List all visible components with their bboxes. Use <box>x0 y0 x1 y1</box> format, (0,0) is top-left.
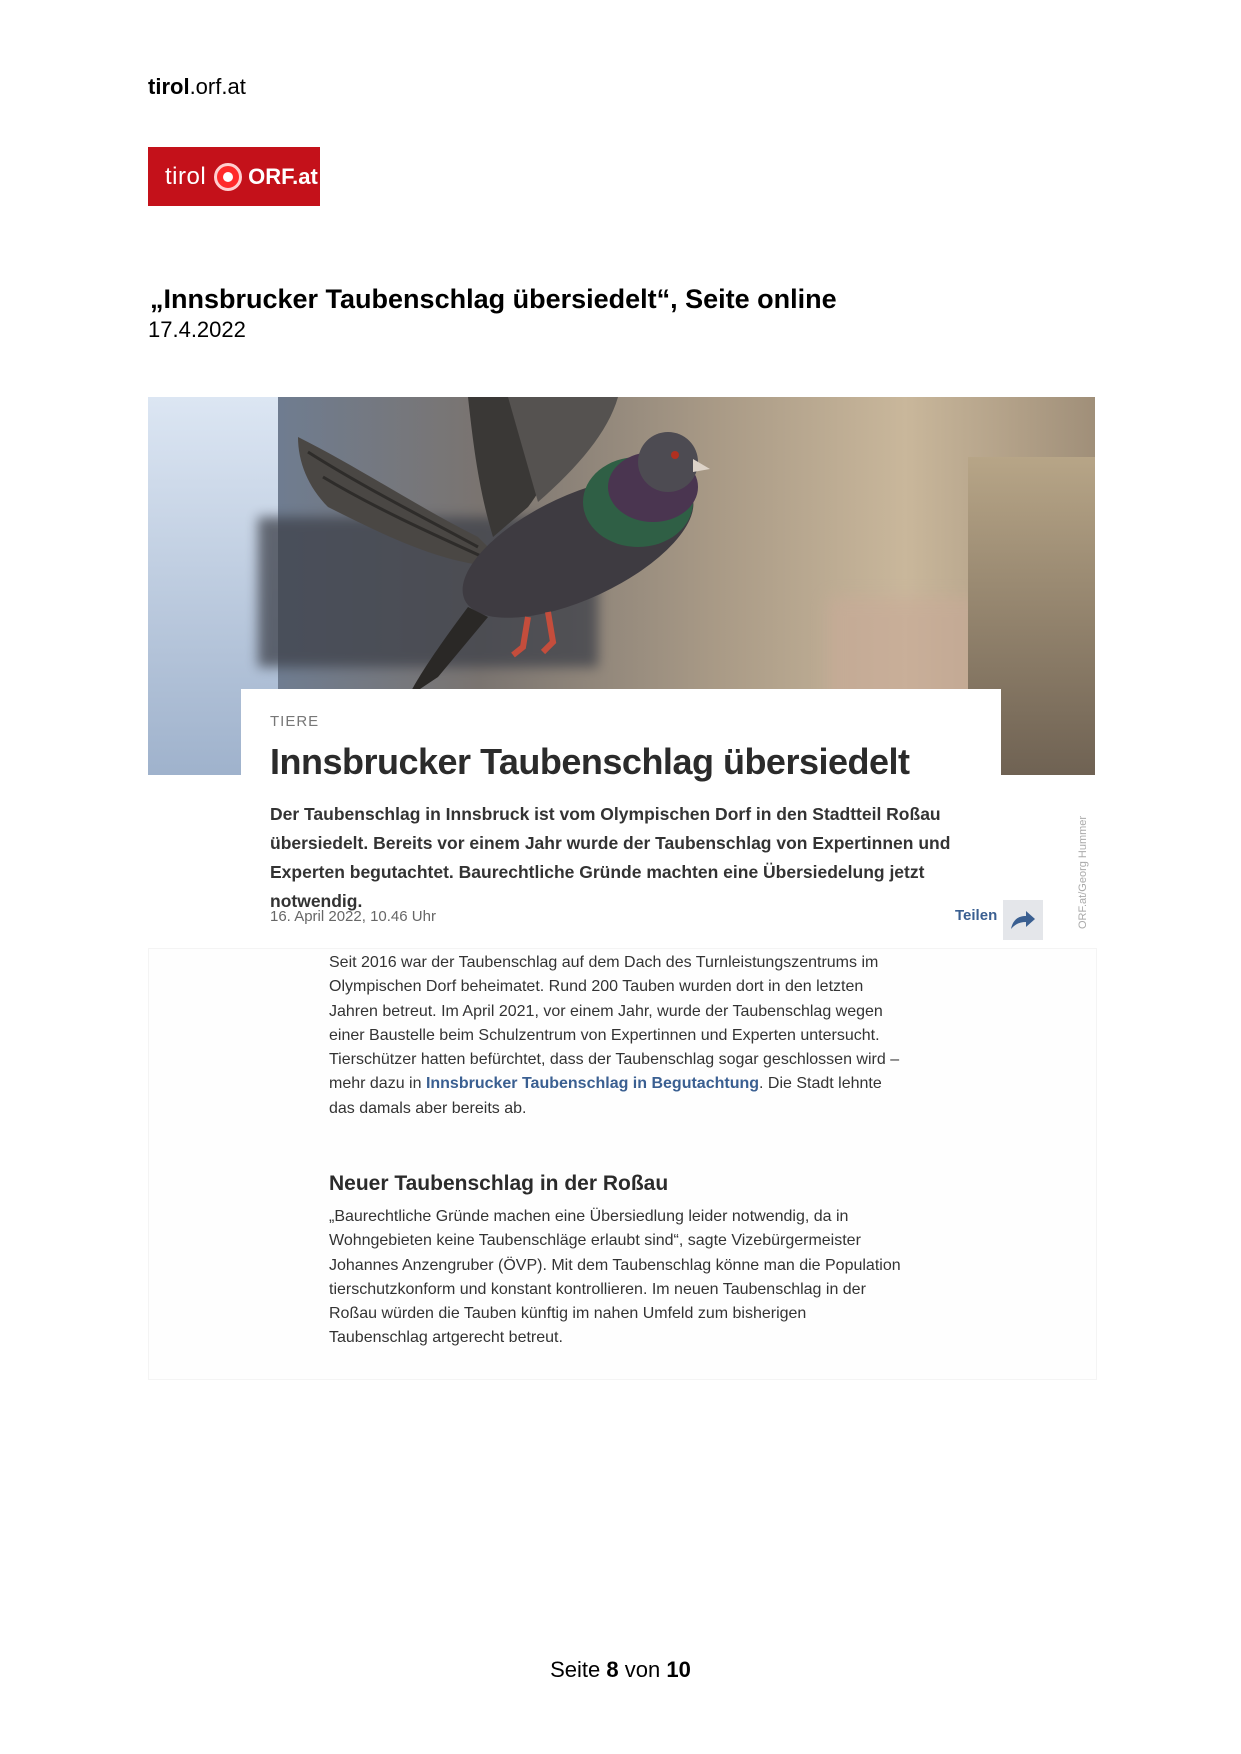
footer-page-number: 8 <box>606 1657 619 1682</box>
site-url-bold: tirol <box>148 74 190 99</box>
site-url <box>148 74 246 100</box>
site-url-rest: .orf.at <box>189 74 246 99</box>
article-kicker[interactable]: TIERE <box>270 713 320 730</box>
article-lead: Der Taubenschlag in Innsbruck ist vom Olympischen Dorf in den Stadtteil Roßau übersiedelt. Bereits vor einem Jahr wurde der Taubenschlag von Expertinnen und Experten begutachtet. Baurechtliche Gründe machten eine Übersiedelung jetzt notwendig. <box>270 804 951 911</box>
article-date: 16. April 2022, 10.46 Uhr <box>270 908 436 925</box>
article-title: Innsbrucker Taubenschlag übersiedelt <box>270 741 910 782</box>
logo-brand: ORF.at <box>248 163 318 189</box>
page-footer <box>0 1657 1241 1683</box>
document-date: 17.4.2022 <box>148 317 246 342</box>
logo-region: tirol <box>165 162 207 190</box>
footer-prefix: Seite <box>550 1657 601 1682</box>
share-label[interactable]: Teilen <box>955 907 998 924</box>
share-button[interactable] <box>1003 900 1043 940</box>
footer-middle: von <box>624 1657 661 1682</box>
article-paragraph-2: „Baurechtliche Gründe machen eine Übersiedlung leider notwendig, da in Wohngebieten keine Taubenschläge erlaubt sind“, sagte Vizebürgermeister Johannes Anzengruber (ÖVP). Mit dem Taubenschlag könne man die Population tierschutzkonform und konstant kontrollieren. Im neuen Taubenschlag in der Roßau würden die Tauben künftig im nahen Umfeld zum bisherigen Taubenschlag artgerecht betreut. <box>329 1208 901 1347</box>
paragraph-1-text: Seit 2016 war der Taubenschlag auf dem Dach des Turnleistungszentrums im Olympischen Dorf beheimatet. Rund 200 Tauben wurden dort in den letzten Jahren betreut. Im April 2021, vor einem Jahr, wurde der Taubenschlag wegen einer Baustelle beim Schulzentrum von Expertinnen und Experten untersucht. Tierschützer hatten befürchtet, dass der Taubenschlag sogar geschlossen wird – mehr dazu in <box>329 954 900 1093</box>
document-title: „Innsbrucker Taubenschlag übersiedelt“, Seite online <box>150 284 837 314</box>
article-header-card <box>241 689 1001 945</box>
article-paragraph-1 <box>329 951 909 1121</box>
related-article-link[interactable]: Innsbrucker Taubenschlag in Begutachtung <box>425 1075 760 1093</box>
orf-tirol-logo <box>148 147 320 206</box>
article-subheading: Neuer Taubenschlag in der Roßau <box>329 1172 669 1195</box>
paragraph-1-end: . Die Stadt lehnte das damals aber bereits ab. <box>329 1075 882 1117</box>
footer-total-pages: 10 <box>666 1657 691 1682</box>
image-credit: ORF.at/Georg Hummer <box>1077 815 1089 929</box>
orf-eye-icon <box>214 163 242 191</box>
share-arrow-icon <box>1009 909 1037 931</box>
